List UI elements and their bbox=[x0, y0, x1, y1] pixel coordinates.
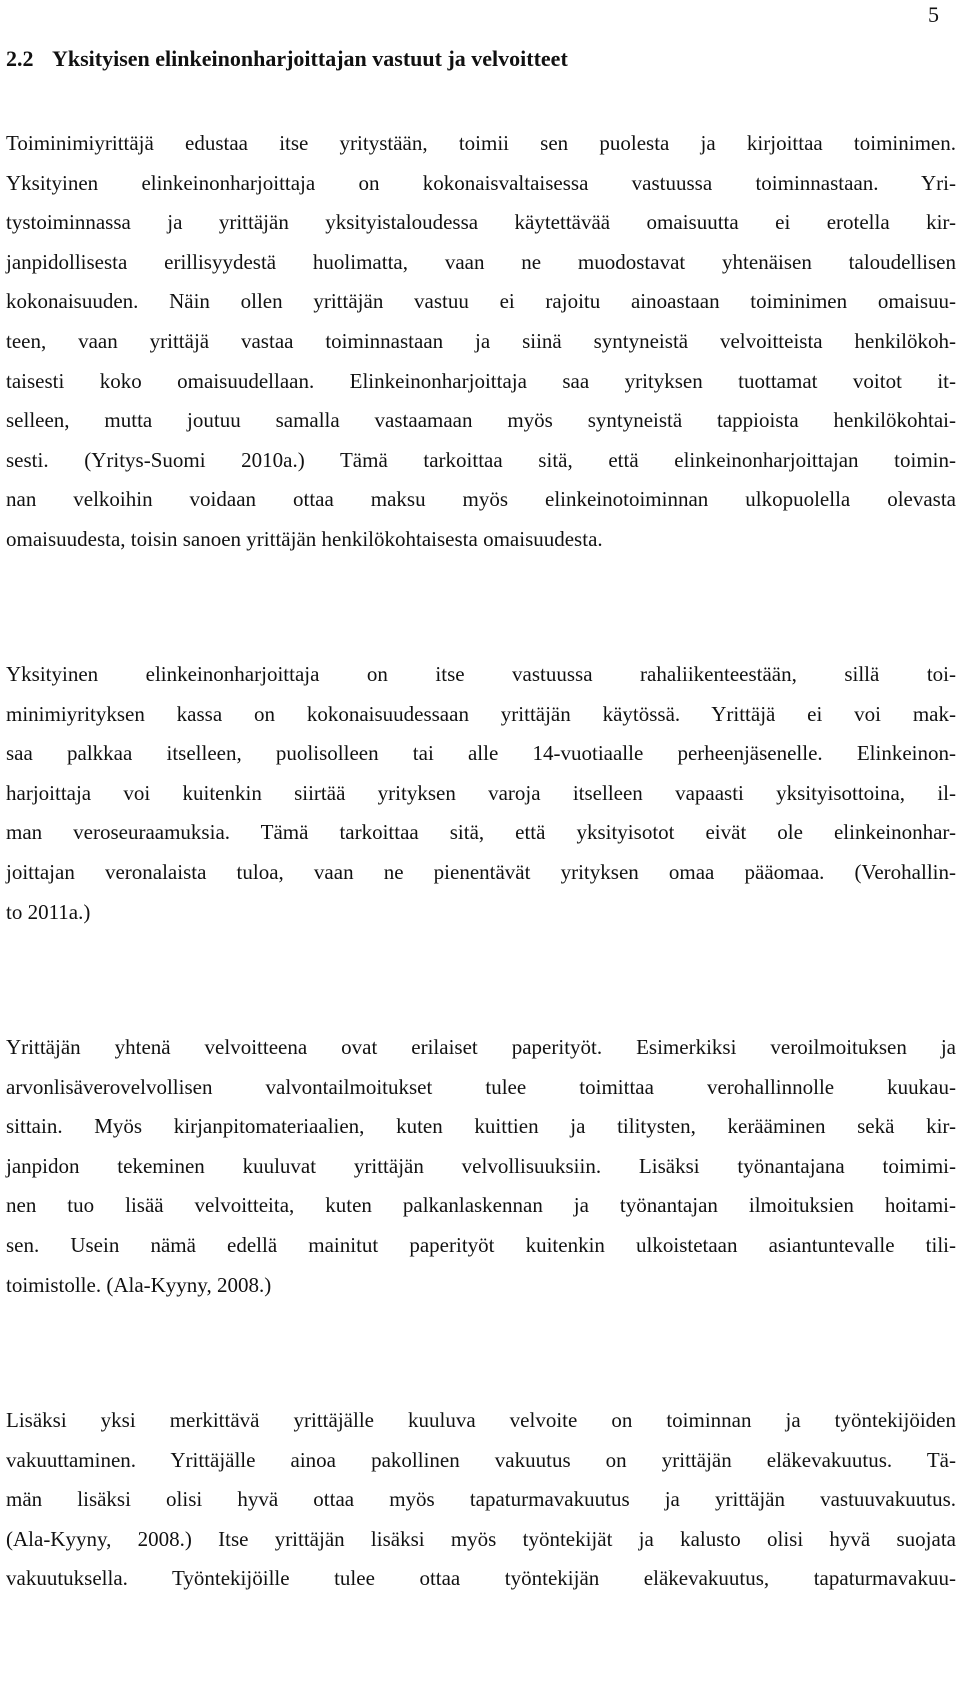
text-line: toimistolle. (Ala-Kyyny, 2008.) bbox=[6, 1272, 272, 1297]
page-number: 5 bbox=[928, 2, 939, 27]
text-line: kokonaisuuden. Näin ollen yrittäjän vastuu ei rajoitu ainoastaan toiminimen omaisuu- bbox=[6, 289, 956, 314]
text-line: saa palkkaa itselleen, puolisolleen tai alle 14-vuotiaalle perheenjäsenelle. Elinkeinon- bbox=[6, 741, 956, 766]
text-line: man veroseuraamuksia. Tämä tarkoittaa sitä, että yksityisotot eivät ole elinkeinonhar- bbox=[6, 820, 956, 845]
text-line: teen, vaan yrittäjä vastaa toiminnastaan ja siinä syntyneistä velvoitteista henkilökoh- bbox=[6, 328, 956, 353]
text-line: män lisäksi olisi hyvä ottaa myös tapaturmavakuutus ja yrittäjän vastuuvakuutus. bbox=[6, 1487, 956, 1512]
paragraph bbox=[6, 124, 956, 560]
text-line: Yksityinen elinkeinonharjoittaja on kokonaisvaltaisessa vastuussa toiminnastaan. Yri- bbox=[6, 170, 956, 195]
text-line: to 2011a.) bbox=[6, 899, 91, 924]
section-number: 2.2 bbox=[6, 46, 34, 71]
text-line: arvonlisäverovelvollisen valvontailmoitukset tulee toimittaa verohallinnolle kuukau- bbox=[6, 1074, 956, 1099]
paragraph bbox=[6, 1028, 956, 1305]
text-line: (Ala-Kyyny, 2008.) Itse yrittäjän lisäksi myös työntekijät ja kalusto olisi hyvä suojata bbox=[6, 1526, 956, 1551]
text-line: janpidollisesta erillisyydestä huolimatta, vaan ne muodostavat yhtenäisen taloudellisen bbox=[6, 249, 956, 274]
paragraph bbox=[6, 655, 956, 932]
text-line: Lisäksi yksi merkittävä yrittäjälle kuuluva velvoite on toiminnan ja työntekijöiden bbox=[6, 1408, 956, 1432]
text-line: janpidon tekeminen kuuluvat yrittäjän velvollisuuksiin. Lisäksi työnantajana toimimi- bbox=[6, 1153, 956, 1178]
text-line: minimiyrityksen kassa on kokonaisuudessaan yrittäjän käytössä. Yrittäjä ei voi mak- bbox=[6, 701, 956, 726]
paragraph bbox=[6, 1401, 956, 1599]
text-line: vakuuttaminen. Yrittäjälle ainoa pakollinen vakuutus on yrittäjän eläkevakuutus. Tä- bbox=[6, 1447, 956, 1472]
text-line: omaisuudesta, toisin sanoen yrittäjän henkilökohtaisesta omaisuudesta. bbox=[6, 526, 603, 551]
text-line: nan velkoihin voidaan ottaa maksu myös elinkeinotoiminnan ulkopuolella olevasta bbox=[6, 487, 956, 512]
text-line: sen. Usein nämä edellä mainitut paperityöt kuitenkin ulkoistetaan asiantuntevalle tili- bbox=[6, 1232, 956, 1257]
text-line: nen tuo lisää velvoitteita, kuten palkanlaskennan ja työnantajan ilmoituksien hoitami- bbox=[6, 1193, 956, 1218]
text-line: joittajan veronalaista tuloa, vaan ne pienentävät yrityksen omaa pääomaa. (Verohallin- bbox=[6, 859, 956, 884]
section-title: Yksityisen elinkeinonharjoittajan vastuut ja velvoitteet bbox=[52, 46, 568, 71]
section-heading bbox=[6, 44, 568, 74]
text-line: Toiminimiyrittäjä edustaa itse yritystään, toimii sen puolesta ja kirjoittaa toiminimen. bbox=[6, 131, 956, 155]
text-line: Yksityinen elinkeinonharjoittaja on itse vastuussa rahaliikenteestään, sillä toi- bbox=[6, 662, 956, 686]
text-line: taisesti koko omaisuudellaan. Elinkeinonharjoittaja saa yrityksen tuottamat voitot it- bbox=[6, 368, 956, 393]
text-line: vakuutuksella. Työntekijöille tulee ottaa työntekijän eläkevakuutus, tapaturmavakuu- bbox=[6, 1566, 956, 1591]
text-line: sesti. (Yritys-Suomi 2010a.) Tämä tarkoittaa sitä, että elinkeinonharjoittajan toimin- bbox=[6, 447, 956, 472]
text-line: Yrittäjän yhtenä velvoitteena ovat erilaiset paperityöt. Esimerkiksi veroilmoituksen ja bbox=[6, 1035, 956, 1059]
text-line: harjoittaja voi kuitenkin siirtää yrityksen varoja itselleen vapaasti yksityisottoina, il- bbox=[6, 780, 956, 805]
text-line: tystoiminnassa ja yrittäjän yksityistaloudessa käytettävää omaisuutta ei erotella kir- bbox=[6, 210, 956, 235]
text-line: sittain. Myös kirjanpitomateriaalien, kuten kuittien ja tilitysten, kerääminen sekä kir- bbox=[6, 1114, 956, 1139]
text-line: selleen, mutta joutuu samalla vastaamaan myös syntyneistä tappioista henkilökohtai- bbox=[6, 408, 956, 433]
